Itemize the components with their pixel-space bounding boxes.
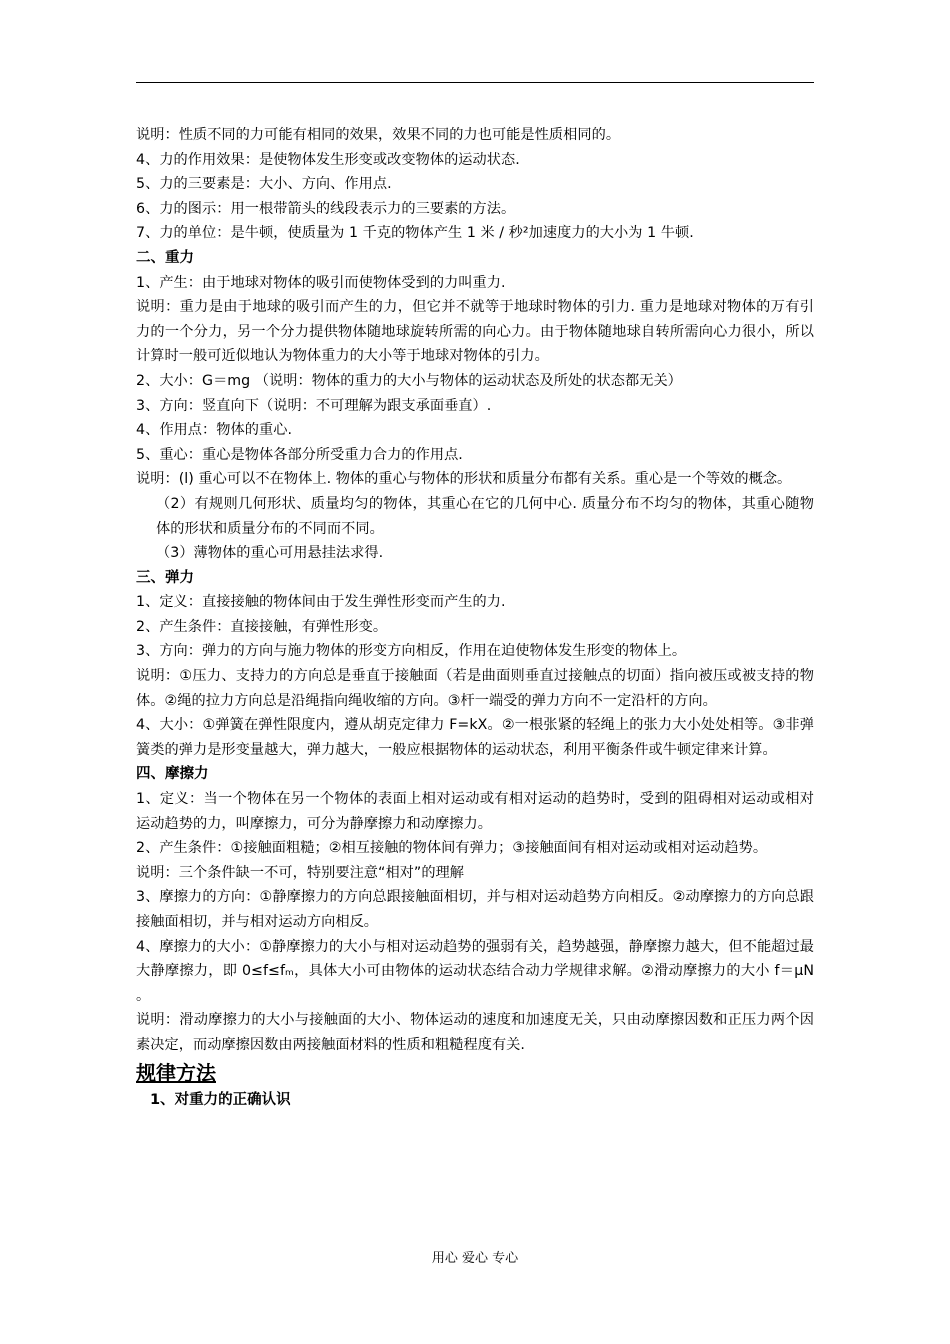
section-heading-gravity: 二、重力	[136, 249, 194, 266]
paragraph: 5、重心：重心是物体各部分所受重力合力的作用点.	[136, 446, 463, 463]
method-subheading: 1、对重力的正确认识	[150, 1091, 291, 1108]
paragraph: 说明：性质不同的力可能有相同的效果，效果不同的力也可能是性质相同的。	[136, 127, 621, 143]
header-rule	[136, 82, 814, 83]
paragraph: 说明：(l) 重心可以不在物体上. 物体的重心与物体的形状和质量分布都有关系。重心是一个等效的概念。	[136, 471, 792, 488]
paragraph: 说明：滑动摩擦力的大小与接触面的大小、物体运动的速度和加速度无关，只由动摩擦因数和正压力两个因素决定，而动摩擦因数由两接触面材料的性质和粗糙程度有关.	[136, 1012, 814, 1053]
section-heading-friction: 四、摩擦力	[136, 766, 209, 783]
paragraph: 7、力的单位：是牛顿，使质量为 1 千克的物体产生 1 米 / 秒²加速度力的大小为 1 牛顿.	[136, 225, 694, 242]
paragraph: 2、大小：G＝mg （说明：物体的重力的大小与物体的运动状态及所处的状态都无关）	[136, 372, 682, 389]
document-body	[136, 123, 814, 1113]
section-heading-elastic: 三、弹力	[136, 569, 194, 586]
method-heading: 规律方法	[136, 1060, 216, 1085]
page-footer: 用心 爱心 专心	[431, 1251, 519, 1266]
paragraph: 3、摩擦力的方向：①静摩擦力的方向总跟接触面相切，并与相对运动趋势方向相反。②动摩擦力的方向总跟接触面相切，并与相对运动方向相反。	[136, 889, 814, 930]
paragraph: 4、摩擦力的大小：①静摩擦力的大小与相对运动趋势的强弱有关，趋势越强，静摩擦力越大，但不能超过最大静摩擦力，即 0≤f≤fₘ，具体大小可由物体的运动状态结合动力学规律求解。②滑动摩擦力的大小 f＝μN 。	[136, 938, 814, 1004]
paragraph: （2）有规则几何形状、质量均匀的物体，其重心在它的几何中心. 质量分布不均匀的物体，其重心随物体的形状和质量分布的不同而不同。	[156, 495, 814, 537]
paragraph: 1、定义：直接接触的物体间由于发生弹性形变而产生的力.	[136, 594, 506, 611]
paragraph: （3）薄物体的重心可用悬挂法求得.	[156, 545, 384, 562]
paragraph: 5、力的三要素是：大小、方向、作用点.	[136, 176, 392, 193]
paragraph: 1、产生：由于地球对物体的吸引而使物体受到的力叫重力.	[136, 274, 506, 291]
paragraph: 1、定义：当一个物体在另一个物体的表面上相对运动或有相对运动的趋势时，受到的阻碍相对运动或相对运动趋势的力，叫摩擦力，可分为静摩擦力和动摩擦力。	[136, 791, 814, 832]
paragraph: 3、方向：竖直向下（说明：不可理解为跟支承面垂直）.	[136, 397, 492, 414]
paragraph: 说明：三个条件缺一不可，特别要注意“相对”的理解	[136, 864, 465, 881]
paragraph: 4、力的作用效果：是使物体发生形变或改变物体的运动状态.	[136, 151, 520, 168]
paragraph: 4、大小：①弹簧在弹性限度内，遵从胡克定律力 F=kX。②一根张紧的轻绳上的张力大小处处相等。③非弹簧类的弹力是形变量越大，弹力越大，一般应根据物体的运动状态，利用平衡条件或牛顿定律来计算。	[136, 717, 814, 758]
paragraph: 2、产生条件：①接触面粗糙；②相互接触的物体间有弹力；③接触面间有相对运动或相对运动趋势。	[136, 840, 768, 857]
paragraph: 4、作用点：物体的重心.	[136, 422, 293, 439]
paragraph: 3、方向：弹力的方向与施力物体的形变方向相反，作用在迫使物体发生形变的物体上。	[136, 643, 687, 660]
paragraph: 6、力的图示：用一根带箭头的线段表示力的三要素的方法。	[136, 200, 516, 217]
paragraph: 说明：重力是由于地球的吸引而产生的力，但它并不就等于地球时物体的引力. 重力是地球对物体的万有引力的一个分力，另一个分力提供物体随地球旋转所需的向心力。由于物体随地球自转所需向心力很小，所以计算时一般可近似地认为物体重力的大小等于地球对物体的引力。	[136, 299, 814, 365]
paragraph: 说明：①压力、支持力的方向总是垂直于接触面（若是曲面则垂直过接触点的切面）指向被压或被支持的物体。②绳的拉力方向总是沿绳指向绳收缩的方向。③杆一端受的弹力方向不一定沿杆的方向。	[136, 668, 814, 709]
paragraph: 2、产生条件：直接接触，有弹性形变。	[136, 618, 388, 635]
